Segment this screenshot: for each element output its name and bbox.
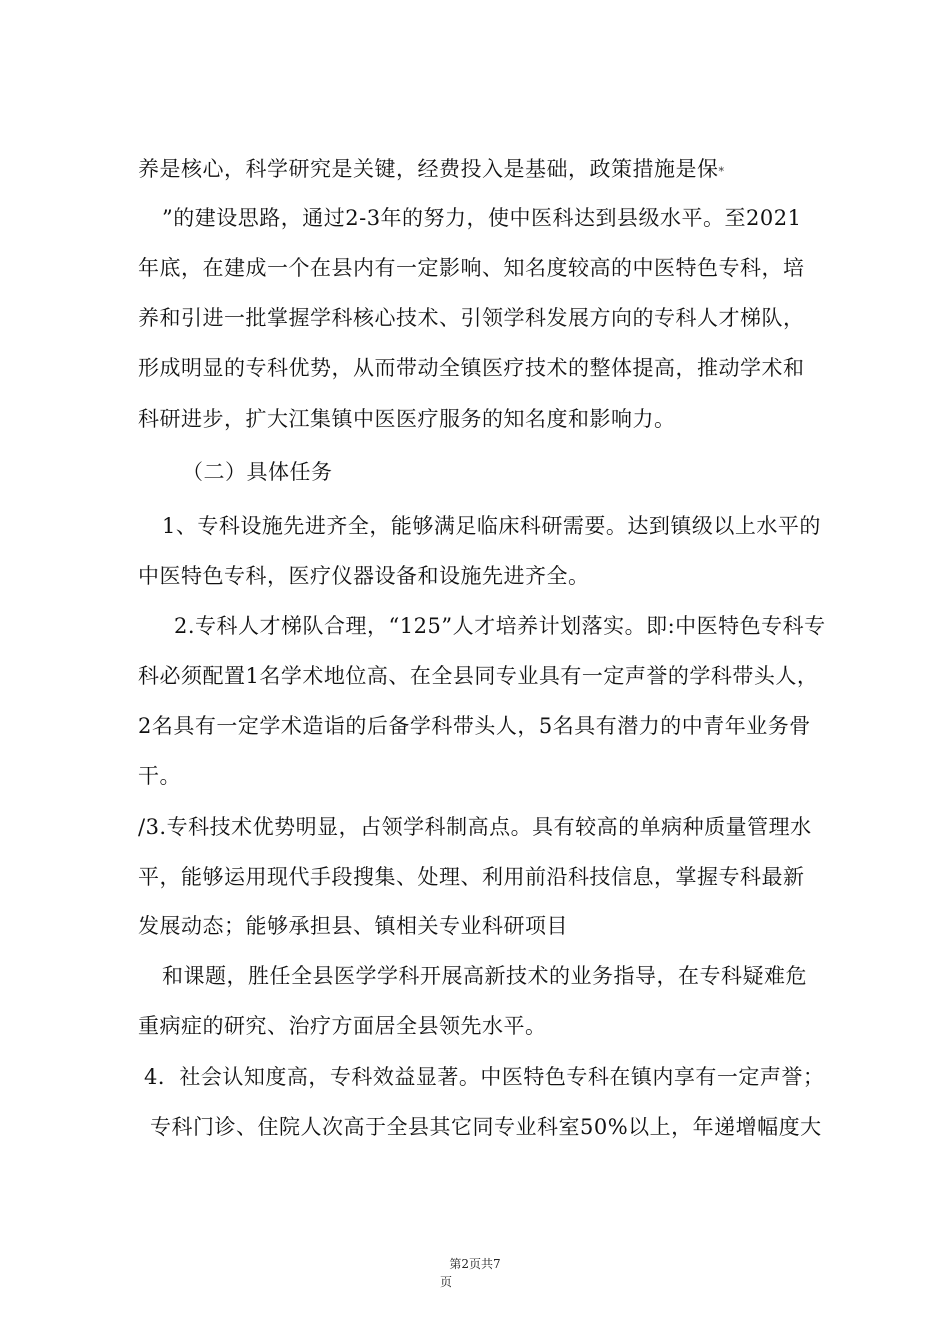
text-line-14: /3.专科技术优势明显，占领学科制高点。具有较高的单病种质量管理水: [138, 815, 812, 839]
text-line-2: ”的建设思路，通过2-3年的努力，使中医科达到县级水平。至2021: [162, 206, 802, 230]
text-line-11: 科必须配置1名学术地位高、在全县同专业具有一定声誉的学科带头人，: [138, 664, 819, 688]
text-line-10: 2.专科人才梯队合理，“125”人才培养计划落实。即:中医特色专科专: [174, 614, 826, 638]
text-line-13: 干。: [138, 764, 181, 788]
text-line-20: 专科门诊、住院人次高于全县其它同专业科室50%以上，年递增幅度大: [150, 1115, 822, 1139]
text-line-16: 发展动态；能够承担县、镇相关专业科研项目: [138, 914, 568, 938]
text-line-9: 中医特色专科，医疗仪器设备和设施先进齐全。: [138, 564, 590, 588]
text-line-18: 重病症的研究、治疗方面居全县领先水平。: [138, 1014, 547, 1038]
text-line-6: 科研进步，扩大江集镇中医医疗服务的知名度和影响力。: [138, 407, 676, 431]
page-number-line-2: 页: [439, 1275, 452, 1289]
section-heading: （二）具体任务: [182, 460, 333, 484]
text-line-1-content: 养是核心，科学研究是关键，经费投入是基础，政策措施是保: [138, 157, 719, 181]
text-line-4: 养和引进一批掌握学科核心技术、引领学科发展方向的专科人才梯队，: [138, 306, 805, 330]
text-line-5: 形成明显的专科优势，从而带动全镇医疗技术的整体提高，推动学术和: [138, 356, 805, 380]
text-line-17: 和课题，胜任全县医学学科开展高新技术的业务指导，在专科疑难危: [162, 964, 807, 988]
text-line-19: 4．社会认知度高，专科效益显著。中医特色专科在镇内享有一定声誉；: [144, 1065, 825, 1089]
text-line-8: 1、专科设施先进齐全，能够满足临床科研需要。达到镇级以上水平的: [162, 514, 821, 538]
text-line-12: 2名具有一定学术造诣的后备学科带头人，5名具有潜力的中青年业务骨: [138, 714, 811, 738]
text-line-15: 平，能够运用现代手段搜集、处理、利用前沿科技信息，掌握专科最新: [138, 865, 805, 889]
page-number-line-1: 第2页共7: [449, 1257, 501, 1271]
text-line-3: 年底，在建成一个在县内有一定影响、知名度较高的中医特色专科，培: [138, 256, 805, 280]
text-line-1: [138, 155, 725, 186]
trailing-mark: *: [718, 165, 725, 178]
